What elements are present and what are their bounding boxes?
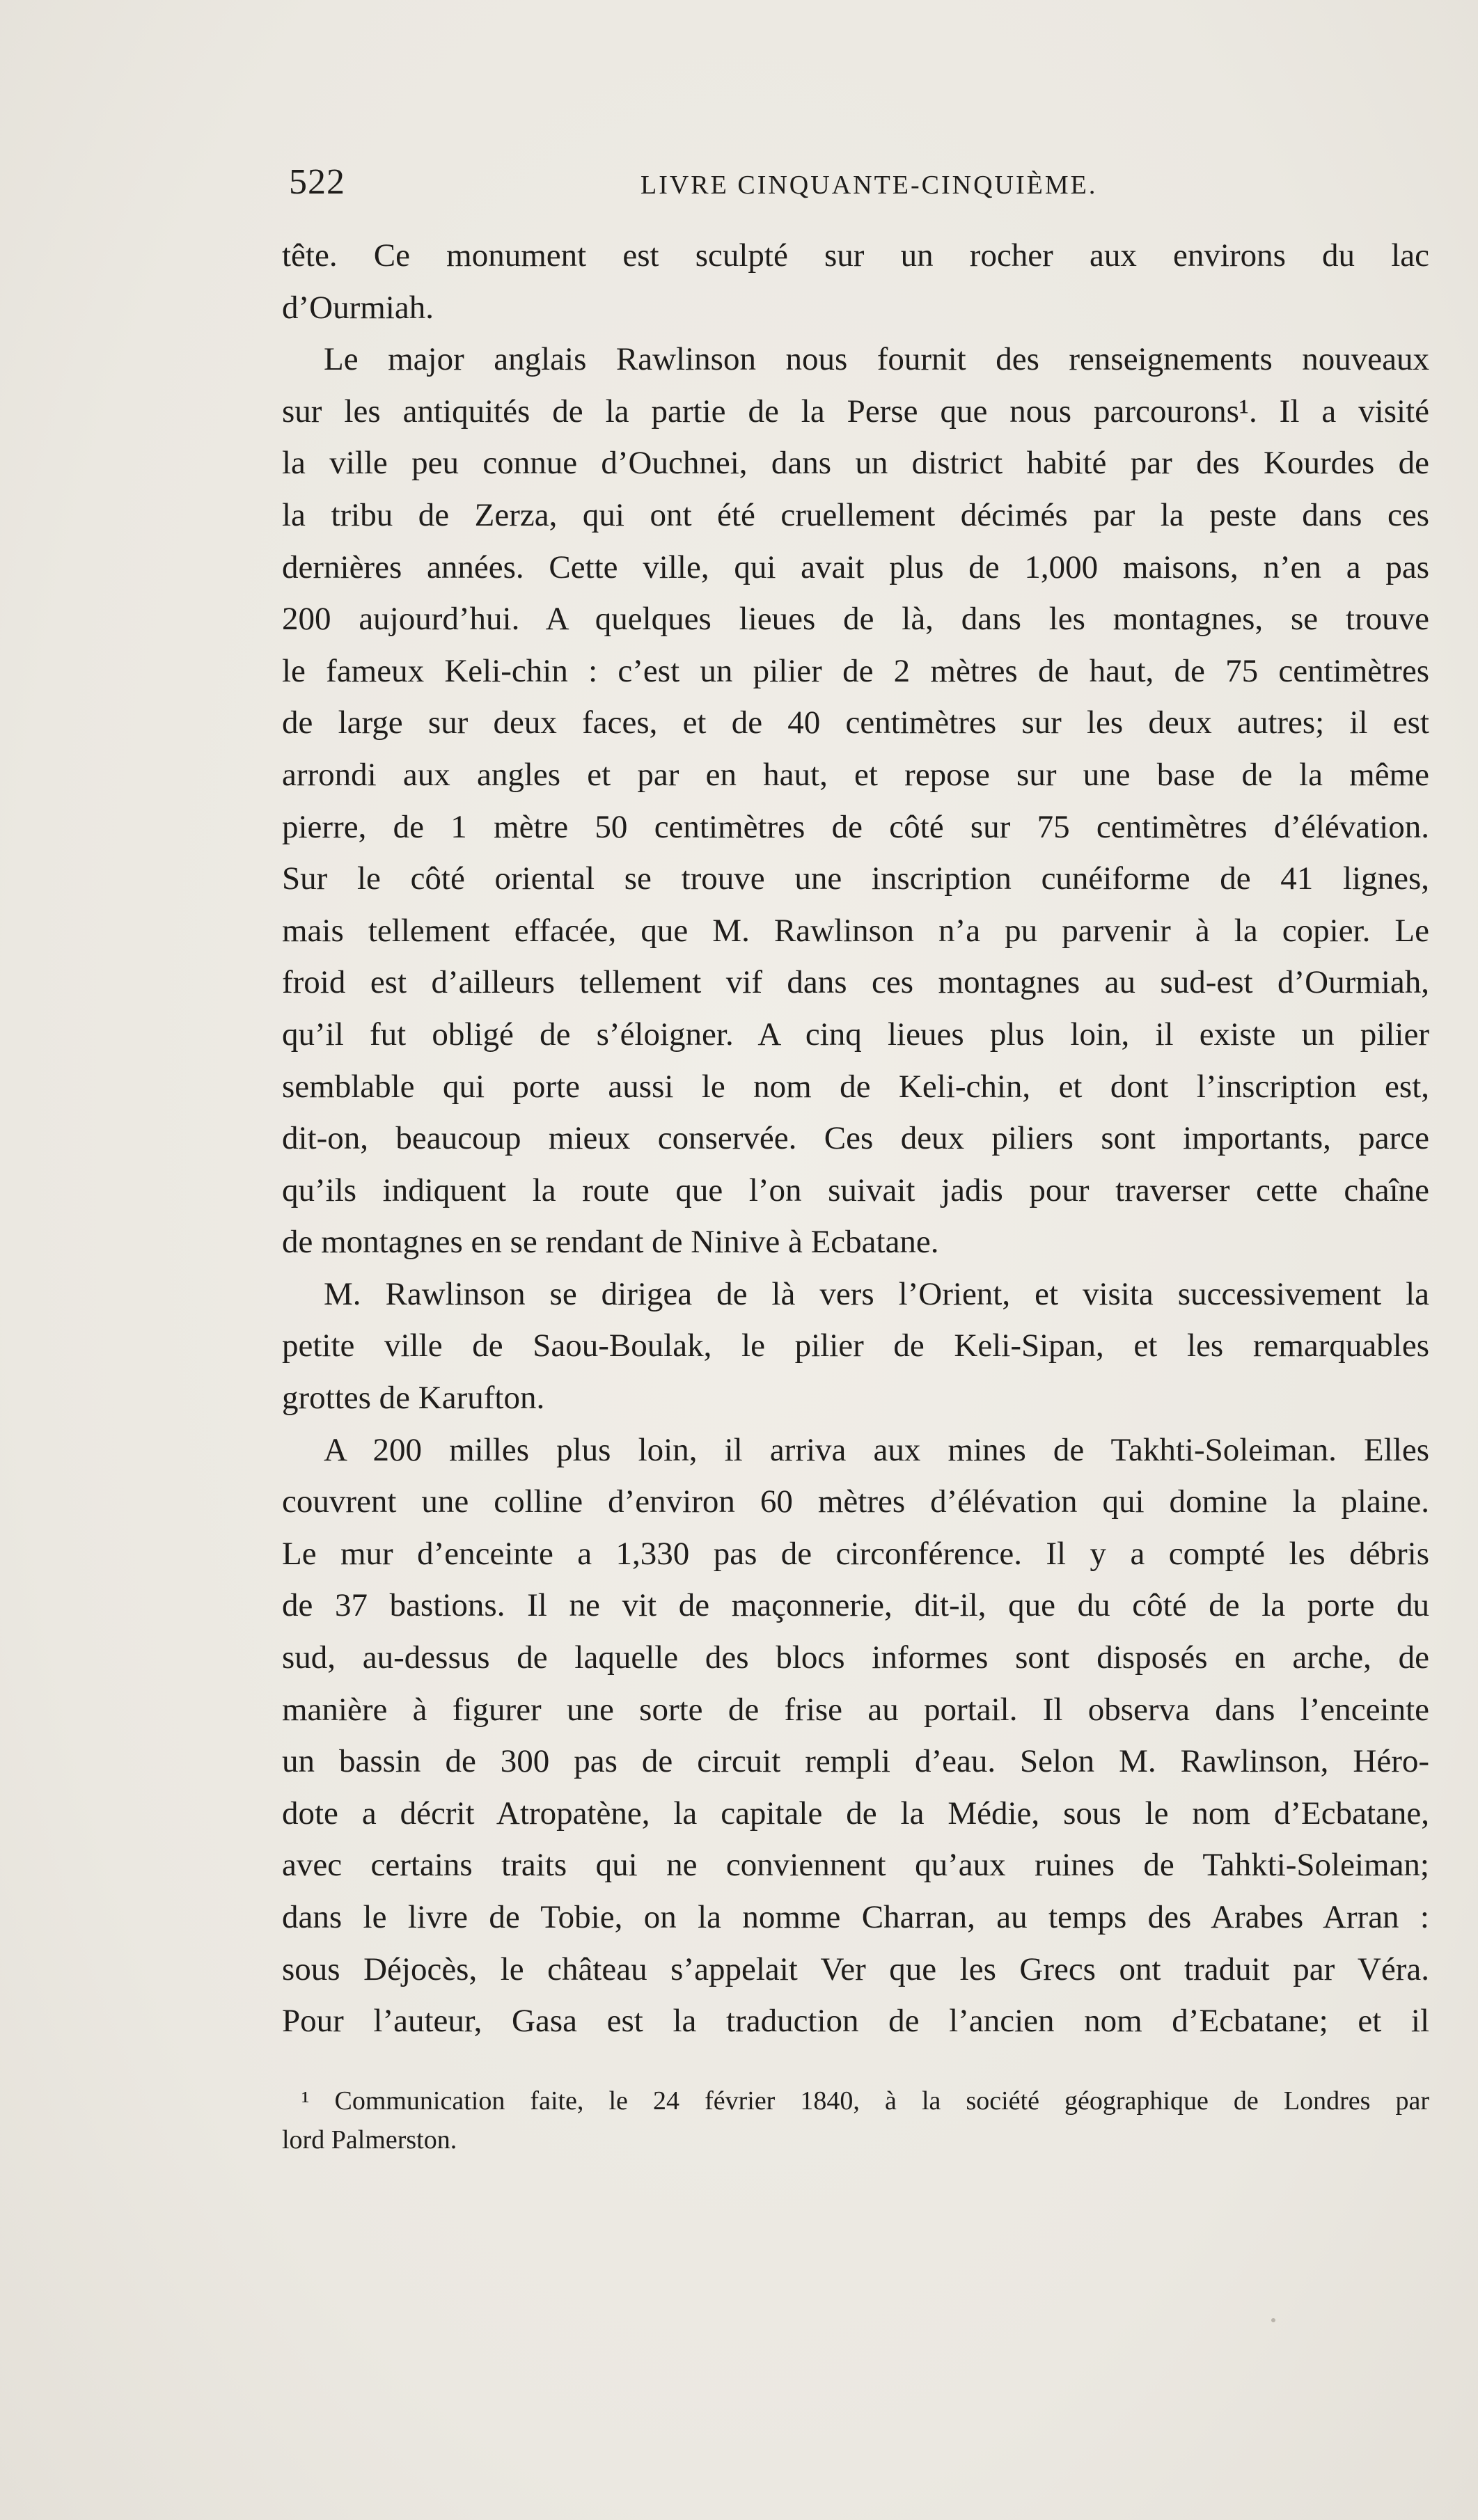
footnote-line: ¹ Communication faite, le 24 février 1840, à la société géographique de Londres par: [301, 2086, 1429, 2116]
text-line: tête. Ce monument est sculpté sur un rocher aux environs du lac: [282, 237, 1429, 274]
page-number: 522: [289, 162, 345, 202]
text-line: petite ville de Saou-Boulak, le pilier de Keli-Sipan, et les remarquables: [282, 1328, 1429, 1364]
text-line: Pour l’auteur, Gasa est la traduction de l’ancien nom d’Ecbatane; et il: [282, 2003, 1429, 2040]
text-line: la ville peu connue d’Ouchnei, dans un district habité par des Kourdes de: [282, 445, 1429, 482]
paper-speck: [1271, 2318, 1275, 2322]
page-header: [289, 162, 1424, 210]
text-line: qu’ils indiquent la route que l’on suivait jadis pour traverser cette chaîne: [282, 1172, 1429, 1208]
text-line: de large sur deux faces, et de 40 centimètres sur les deux autres; il est: [282, 704, 1429, 741]
text-line: d’Ourmiah.: [282, 289, 434, 326]
text-line: Le major anglais Rawlinson nous fournit des renseignements nouveaux: [324, 341, 1429, 378]
text-line: dote a décrit Atropatène, la capitale de la Médie, sous le nom d’Ecbatane,: [282, 1795, 1429, 1832]
footnote-line: lord Palmerston.: [282, 2125, 457, 2155]
text-line: grottes de Karufton.: [282, 1380, 545, 1417]
text-line: Sur le côté oriental se trouve une inscription cunéiforme de 41 lignes,: [282, 860, 1429, 897]
text-line: dit-on, beaucoup mieux conservée. Ces deux piliers sont importants, parce: [282, 1120, 1429, 1157]
text-line: de 37 bastions. Il ne vit de maçonnerie, dit-il, que du côté de la porte du: [282, 1587, 1429, 1624]
text-line: qu’il fut obligé de s’éloigner. A cinq lieues plus loin, il existe un pilier: [282, 1016, 1429, 1053]
text-line: un bassin de 300 pas de circuit rempli d’eau. Selon M. Rawlinson, Héro-: [282, 1743, 1429, 1780]
text-line: M. Rawlinson se dirigea de là vers l’Orient, et visita successivement la: [324, 1275, 1429, 1312]
text-line: mais tellement effacée, que M. Rawlinson n’a pu parvenir à la copier. Le: [282, 912, 1429, 949]
text-line: sous Déjocès, le château s’appelait Ver que les Grecs ont traduit par Véra.: [282, 1951, 1429, 1987]
text-line: 200 aujourd’hui. A quelques lieues de là, dans les montagnes, se trouve: [282, 601, 1429, 638]
text-line: dans le livre de Tobie, on la nomme Charran, au temps des Arabes Arran :: [282, 1899, 1429, 1935]
text-line: pierre, de 1 mètre 50 centimètres de côté sur 75 centimètres d’élévation.: [282, 808, 1429, 845]
running-title: LIVRE CINQUANTE-CINQUIÈME.: [640, 171, 1098, 200]
text-line: froid est d’ailleurs tellement vif dans ces montagnes au sud-est d’Ourmiah,: [282, 964, 1429, 1001]
text-line: sur les antiquités de la partie de la Perse que nous parcourons¹. Il a visité: [282, 393, 1429, 430]
text-line: arrondi aux angles et par en haut, et repose sur une base de la même: [282, 756, 1429, 793]
text-line: le fameux Keli-chin : c’est un pilier de 2 mètres de haut, de 75 centimètres: [282, 652, 1429, 689]
text-line: manière à figurer une sorte de frise au portail. Il observa dans l’enceinte: [282, 1691, 1429, 1728]
text-line: Le mur d’enceinte a 1,330 pas de circonférence. Il y a compté les débris: [282, 1535, 1429, 1572]
footnote: [282, 2081, 1429, 2159]
text-line: semblable qui porte aussi le nom de Keli-chin, et dont l’inscription est,: [282, 1068, 1429, 1105]
text-line: avec certains traits qui ne conviennent qu’aux ruines de Tahkti-Soleiman;: [282, 1847, 1429, 1884]
text-line: couvrent une colline d’environ 60 mètres d’élévation qui domine la plaine.: [282, 1483, 1429, 1520]
text-line: sud, au-dessus de laquelle des blocs informes sont disposés en arche, de: [282, 1639, 1429, 1676]
body-text: [282, 230, 1429, 2047]
text-line: dernières années. Cette ville, qui avait plus de 1,000 maisons, n’en a pas: [282, 549, 1429, 585]
text-line: A 200 milles plus loin, il arriva aux mines de Takhti-Soleiman. Elles: [324, 1431, 1429, 1468]
text-line: de montagnes en se rendant de Ninive à Ecbatane.: [282, 1224, 939, 1261]
text-line: la tribu de Zerza, qui ont été cruellement décimés par la peste dans ces: [282, 496, 1429, 533]
